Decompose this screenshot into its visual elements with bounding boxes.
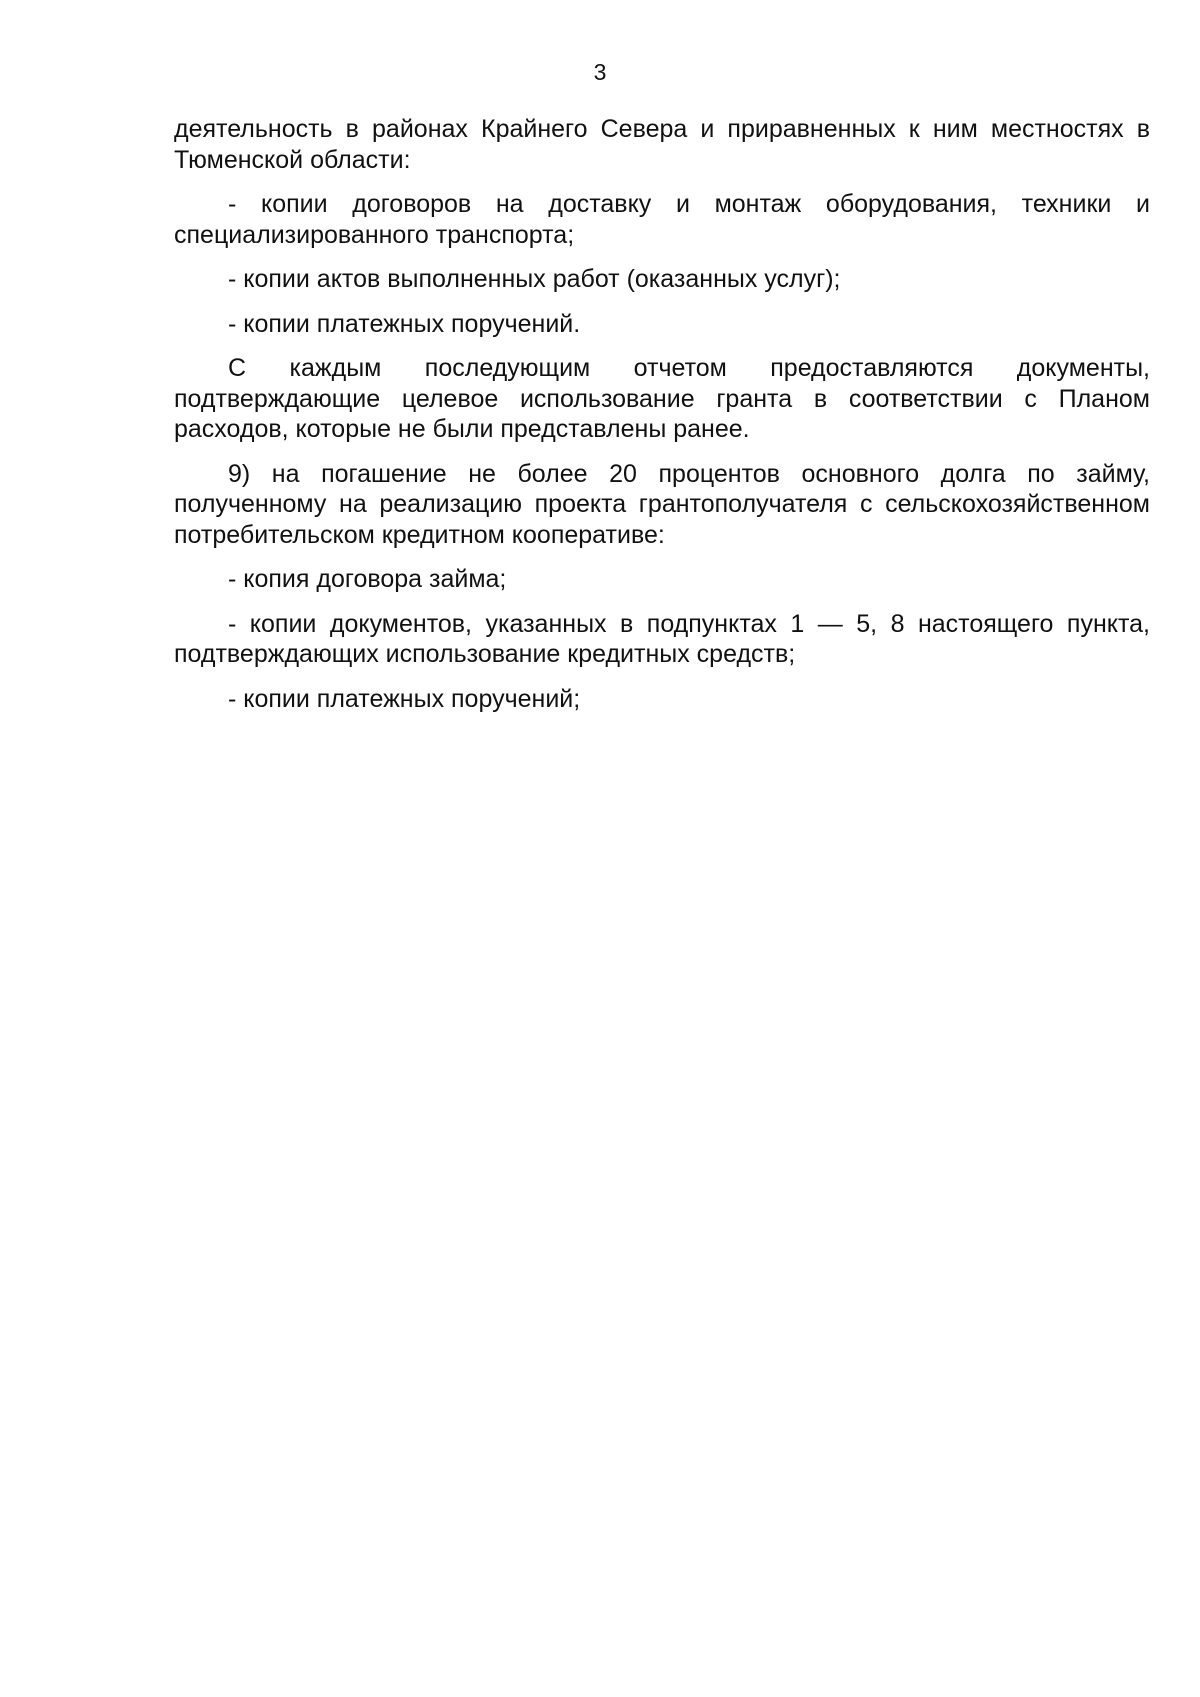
- paragraph-report-documents: С каждым последующим отчетом предоставляются документы, подтверждающие целевое использование гранта в соответствии с Планом расходов, которые не были представлены ранее.: [174, 354, 1150, 443]
- page-number: 3: [593, 59, 607, 85]
- paragraph-loan-repayment: 9) на погашение не более 20 процентов основного долга по займу, полученному на реализацию проекта грантополучателя с сельскохозяйственном потребительском кредитном кооперативе:: [174, 459, 1150, 549]
- list-item-loan-agreement: - копия договора займа;: [228, 565, 507, 593]
- list-item-payment-orders: - копии платежных поручений.: [228, 309, 581, 338]
- list-item-work-acts: - копии актов выполненных работ (оказанных услуг);: [228, 265, 841, 293]
- list-item-supporting-documents: - копии документов, указанных в подпунктах 1 — 5, 8 настоящего пункта, подтверждающих использование кредитных средств;: [174, 609, 1150, 668]
- list-item-delivery-contracts: - копии договоров на доставку и монтаж оборудования, техники и специализированного транспорта;: [174, 190, 1150, 249]
- list-item-payment-orders-final: - копии платежных поручений;: [228, 684, 581, 713]
- document-body: [174, 114, 1150, 728]
- paragraph-continuation: деятельность в районах Крайнего Севера и приравненных к ним местностях в Тюменской области:: [174, 115, 1150, 174]
